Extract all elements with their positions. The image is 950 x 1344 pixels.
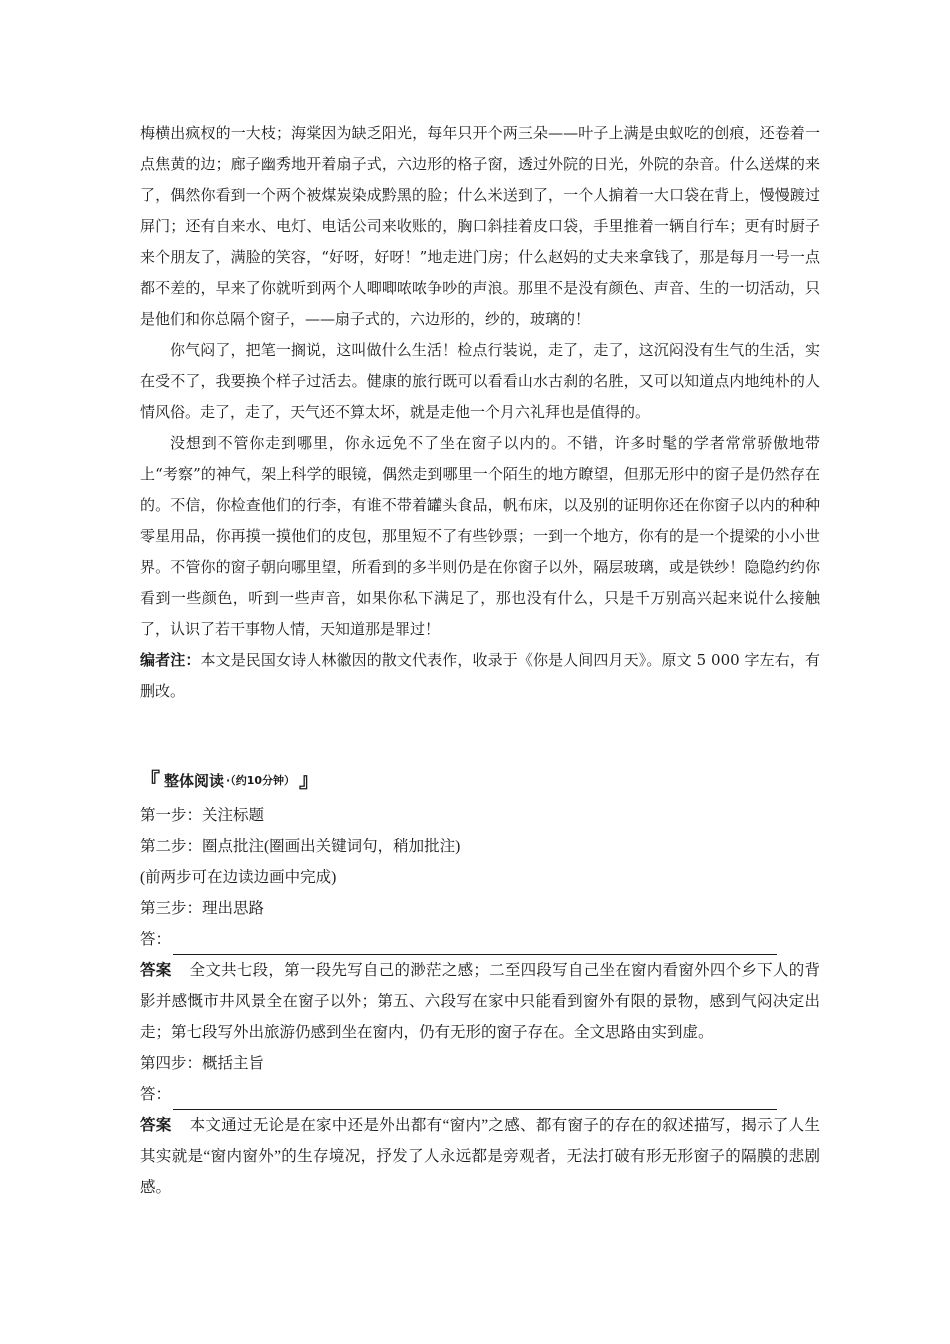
answer-blank-4 [140, 1079, 820, 1110]
essay-text [140, 118, 820, 707]
heading-bracket-open: 『 [140, 768, 160, 792]
section-heading [140, 768, 319, 792]
answer-3 [140, 955, 820, 1048]
answer-prompt: 答： [140, 931, 172, 948]
essay-paragraph-2: 你气闷了，把笔一搁说，这叫做什么生活！检点行装说，走了，走了，这沉闷没有生气的生活，实在受不了，我要换个样子过活去。健康的旅行既可以看看山水古刹的名胜，又可以知道点内地纯朴的人情风俗。走了，走了，天气还不算太坏，就是走他一个月六礼拜也是值得的。 [140, 341, 820, 421]
essay-paragraph-1: 梅横出疯杈的一大枝；海棠因为缺乏阳光，每年只开个两三朵——叶子上满是虫蚁吃的创痕，还卷着一点焦黄的边；廊子幽秀地开着扇子式，六边形的格子窗，透过外院的日光，外院的杂音。什么送煤的来了，偶然你看到一个两个被煤炭染成黔黑的脸；什么米送到了，一个人掮着一大口袋在背上，慢慢踱过屏门；还有自来水、电灯、电话公司来收账的，胸口斜挂着皮口袋，手里推着一辆自行车；更有时厨子来个朋友了，满脸的笑容，“好呀，好呀！”地走进门房；什么赵妈的丈夫来拿钱了，那是每月一号一点都不差的，早来了你就听到两个人唧唧哝哝争吵的声浪。那里不是没有颜色、声音、生的一切活动，只是他们和你总隔个窗子，——扇子式的，六边形的，纱的，玻璃的！ [140, 124, 820, 328]
answer-underline[interactable] [173, 932, 777, 955]
answer-text: 全文共七段，第一段先写自己的渺茫之感；二至四段写自己坐在窗内看窗外四个乡下人的背影并感慨市井风景全在窗子以外；第五、六段写在家中只能看到窗外有限的景物，感到气闷决定出走；第七段写外出旅游仍感到坐在窗内，仍有无形的窗子存在。全文思路由实到虚。 [140, 962, 820, 1041]
answer-blank-3 [140, 924, 820, 955]
answer-label: 答案 [140, 961, 172, 979]
section-title: 整体阅读 [164, 771, 225, 790]
step-2: 第二步：圈点批注(圈画出关键词句，稍加批注) [140, 838, 461, 855]
heading-bracket-close: 』 [299, 768, 320, 792]
answer-text: 本文通过无论是在家中还是外出都有“窗内”之感、都有窗子的存在的叙述描写，揭示了人生其实就是“窗内窗外”的生存境况，抒发了人永远都是旁观者，无法打破有形无形窗子的隔膜的悲剧感。 [140, 1117, 820, 1196]
editor-note-text: 本文是民国女诗人林徽因的散文代表作，收录于《你是人间四月天》。原文 5 000 字左右，有删改。 [140, 651, 820, 700]
section-subtitle: ·（约10分钟） [226, 774, 296, 787]
answer-4 [140, 1110, 820, 1203]
step-2-note: (前两步可在边读边画中完成) [140, 869, 337, 886]
step-3: 第三步：理出思路 [140, 900, 265, 917]
step-4: 第四步：概括主旨 [140, 1055, 265, 1072]
essay-paragraph-3: 没想到不管你走到哪里，你永远免不了坐在窗子以内的。不错，许多时髦的学者常常骄傲地带上“考察”的神气，架上科学的眼镜，偶然走到哪里一个陌生的地方瞭望，但那无形中的窗子是仍然存在的。不信，你检查他们的行李，有谁不带着罐头食品，帆布床，以及别的证明你还在你窗子以内的种种零星用品，你再摸一摸他们的皮包，那里短不了有些钞票；一到一个地方，你有的是一个提梁的小小世界。不管你的窗子朝向哪里望，所看到的多半则仍是在你窗子以外，隔层玻璃，或是铁纱！隐隐约约你看到一些颜色，听到一些声音，如果你私下满足了，那也没有什么，只是千万别高兴起来说什么接触了，认识了若干事物人情，天知道那是罪过！ [140, 434, 820, 638]
answer-prompt: 答： [140, 1086, 172, 1103]
answer-underline[interactable] [173, 1087, 777, 1110]
editor-note [140, 645, 820, 707]
answer-label: 答案 [140, 1116, 172, 1134]
editor-note-label: 编者注： [140, 651, 201, 669]
step-1: 第一步：关注标题 [140, 807, 265, 824]
reading-steps [140, 800, 820, 1203]
